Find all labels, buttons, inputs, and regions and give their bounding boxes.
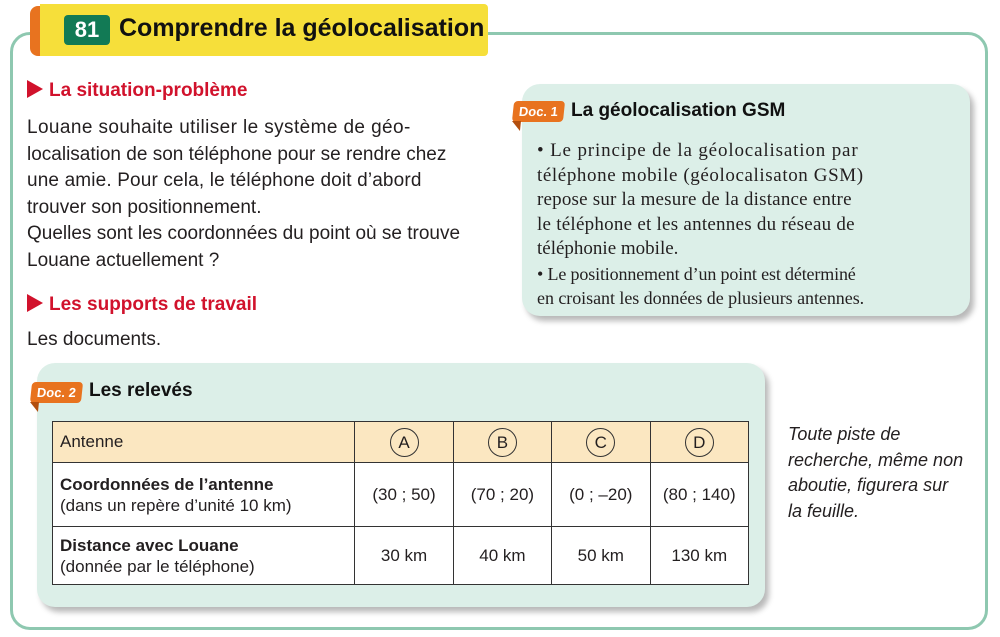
antenne-label: Antenne bbox=[60, 432, 124, 451]
note-line: Toute piste de bbox=[788, 424, 901, 444]
table-cell: 130 km bbox=[650, 527, 749, 585]
note-line: recherche, même non bbox=[788, 449, 964, 470]
row-label-sub: (donnée par le téléphone) bbox=[60, 556, 255, 576]
row-label-main: Coordonnées de l’antenne bbox=[60, 474, 274, 494]
doc1-line: • Le principe de la géolocalisation par bbox=[537, 140, 859, 161]
situation-line: trouver son positionnement. bbox=[27, 196, 262, 218]
table-cell: (80 ; 140) bbox=[650, 463, 749, 527]
side-note bbox=[788, 422, 983, 524]
situation-line: une amie. Pour cela, le téléphone doit d’abord bbox=[27, 170, 422, 191]
situation-line: localisation de son téléphone pour se rendre chez bbox=[27, 143, 447, 165]
doc1-line: en croisant les données de plusieurs antennes. bbox=[537, 287, 865, 308]
doc1-text bbox=[537, 139, 939, 310]
row-label-main: Distance avec Louane bbox=[60, 535, 239, 555]
supports-text: Les documents. bbox=[27, 329, 162, 350]
table-cell: 40 km bbox=[453, 527, 551, 585]
doc2-title: Les relevés bbox=[89, 380, 193, 401]
doc1-line: téléphonie mobile. bbox=[537, 238, 679, 259]
doc1-title: La géolocalisation GSM bbox=[571, 100, 786, 121]
doc2-badge: Doc. 2 bbox=[30, 382, 83, 403]
doc1-badge: Doc. 1 bbox=[512, 101, 565, 122]
table-cell: (70 ; 20) bbox=[453, 463, 551, 527]
situation-line: Louane actuellement ? bbox=[27, 249, 220, 271]
note-line: aboutie, figurera sur bbox=[788, 475, 949, 495]
exercise-title: Comprendre la géolocalisation bbox=[119, 14, 485, 42]
table-header-cell bbox=[355, 422, 453, 463]
triangle-bullet-icon bbox=[27, 80, 43, 98]
releves-table bbox=[52, 421, 749, 585]
table-header-label bbox=[53, 422, 355, 463]
note-line: la feuille. bbox=[788, 500, 860, 521]
table-cell: (0 ; –20) bbox=[552, 463, 650, 527]
triangle-bullet-icon bbox=[27, 294, 43, 312]
table-cell: 30 km bbox=[355, 527, 453, 585]
table-header-row bbox=[53, 422, 749, 463]
doc1-line: repose sur la mesure de la distance entre bbox=[537, 189, 852, 210]
situation-line: Quelles sont les coordonnées du point où se trouve bbox=[27, 223, 461, 244]
antenna-b-circle: B bbox=[488, 428, 517, 457]
situation-heading-text: La situation-problème bbox=[49, 80, 248, 101]
table-header-cell bbox=[650, 422, 749, 463]
situation-heading bbox=[27, 80, 247, 102]
antenna-c-circle: C bbox=[586, 428, 615, 457]
table-cell: (30 ; 50) bbox=[355, 463, 453, 527]
doc1-line: le téléphone et les antennes du réseau de bbox=[537, 213, 855, 235]
row-label bbox=[53, 527, 355, 585]
table-row bbox=[53, 527, 749, 585]
supports-heading bbox=[27, 294, 257, 316]
doc1-line: • Le positionnement d’un point est déterminé bbox=[537, 263, 856, 284]
row-label-sub: (dans un repère d’unité 10 km) bbox=[60, 495, 292, 515]
antenna-d-circle: D bbox=[685, 428, 714, 457]
exercise-number: 81 bbox=[64, 15, 110, 45]
situation-line: Louane souhaite utiliser le système de géo- bbox=[27, 117, 411, 138]
table-header-cell bbox=[552, 422, 650, 463]
doc1-line: téléphone mobile (géolocalisaton GSM) bbox=[537, 164, 864, 186]
table-header-cell bbox=[453, 422, 551, 463]
table-cell: 50 km bbox=[552, 527, 650, 585]
supports-heading-text: Les supports de travail bbox=[49, 294, 258, 315]
situation-text bbox=[27, 115, 482, 274]
antenna-a-circle: A bbox=[390, 428, 419, 457]
table-row bbox=[53, 463, 749, 527]
row-label bbox=[53, 463, 355, 527]
